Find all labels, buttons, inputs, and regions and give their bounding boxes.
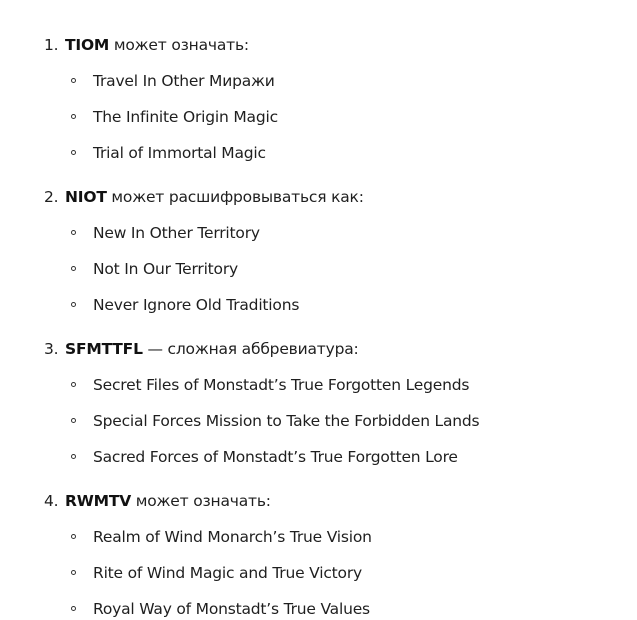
sub-item-text: Never Ignore Old Traditions — [93, 296, 300, 314]
circle-bullet-icon — [71, 150, 76, 155]
abbreviation: RWMTV — [65, 492, 132, 510]
circle-bullet-icon — [71, 382, 76, 387]
circle-bullet-icon — [71, 230, 76, 235]
sub-item-text: Royal Way of Monstadt’s True Values — [93, 600, 370, 618]
heading-text — [65, 338, 359, 360]
circle-bullet-icon — [71, 418, 76, 423]
item-number: 1. — [44, 36, 59, 54]
heading-text — [65, 490, 271, 512]
sub-item-text: New In Other Territory — [93, 224, 260, 242]
abbreviation: NIOT — [65, 188, 107, 206]
item-number: 2. — [44, 188, 59, 206]
circle-bullet-icon — [71, 454, 76, 459]
circle-bullet-icon — [71, 114, 76, 119]
sub-item-text: Trial of Immortal Magic — [93, 144, 266, 162]
sub-item-text: The Infinite Origin Magic — [93, 108, 278, 126]
heading-description: может означать: — [131, 492, 271, 510]
sub-item-text: Secret Files of Monstadt’s True Forgotten Legends — [93, 376, 470, 394]
heading-description: — сложная аббревиатура: — [142, 340, 359, 358]
circle-bullet-icon — [71, 534, 76, 539]
abbreviation: SFMTTFL — [65, 340, 143, 358]
heading-text — [65, 186, 364, 208]
sub-item-text: Sacred Forces of Monstadt’s True Forgotten Lore — [93, 448, 458, 466]
heading-text — [65, 34, 249, 56]
circle-bullet-icon — [71, 266, 76, 271]
circle-bullet-icon — [71, 606, 76, 611]
item-number: 4. — [44, 492, 59, 510]
circle-bullet-icon — [71, 570, 76, 575]
sub-item-text: Realm of Wind Monarch’s True Vision — [93, 528, 372, 546]
item-number: 3. — [44, 340, 59, 358]
circle-bullet-icon — [71, 302, 76, 307]
sub-item-text: Not In Our Territory — [93, 260, 238, 278]
sub-item-text: Rite of Wind Magic and True Victory — [93, 564, 362, 582]
heading-description: может означать: — [109, 36, 249, 54]
sub-item-text: Travel In Other Миражи — [93, 72, 275, 90]
heading-description: может расшифровываться как: — [106, 188, 364, 206]
abbreviation: TIOM — [65, 36, 110, 54]
circle-bullet-icon — [71, 78, 76, 83]
sub-item-text: Special Forces Mission to Take the Forbidden Lands — [93, 412, 480, 430]
